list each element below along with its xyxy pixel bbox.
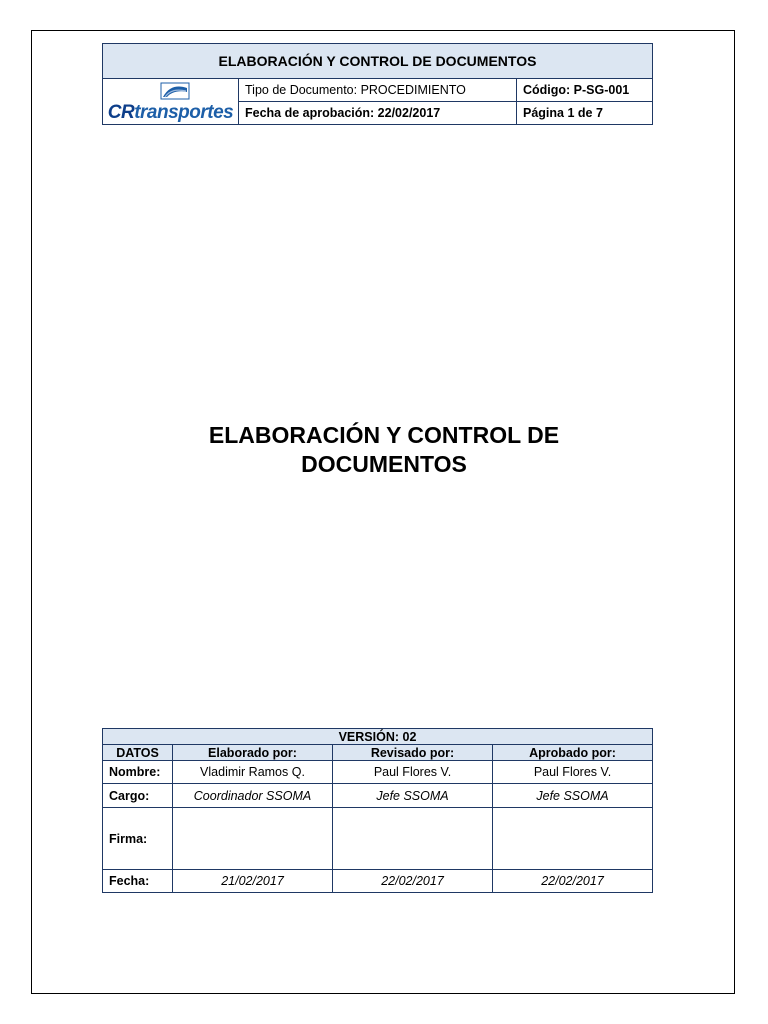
fecha-elaborado: 21/02/2017 (173, 870, 333, 893)
row-label: Firma: (103, 808, 173, 870)
company-logo (108, 82, 233, 122)
version-title: VERSIÓN: 02 (103, 729, 653, 745)
firma-aprobado (493, 808, 653, 870)
codigo: Código: P-SG-001 (517, 79, 653, 102)
row-label: Fecha: (103, 870, 173, 893)
header-aprobado: Aprobado por: (493, 745, 653, 761)
logo-cell (103, 79, 239, 125)
logo-text-transportes: transportes (134, 101, 234, 123)
cargo-aprobado: Jefe SSOMA (493, 784, 653, 808)
row-cargo (103, 784, 653, 808)
header-elaborado: Elaborado por: (173, 745, 333, 761)
tipo-documento: Tipo de Documento: PROCEDIMIENTO (239, 79, 517, 102)
cargo-elaborado: Coordinador SSOMA (173, 784, 333, 808)
nombre-elaborado: Vladimir Ramos Q. (173, 761, 333, 784)
fecha-aprobacion: Fecha de aprobación: 22/02/2017 (239, 102, 517, 125)
nombre-aprobado: Paul Flores V. (493, 761, 653, 784)
pagina: Página 1 de 7 (517, 102, 653, 125)
header-datos: DATOS (103, 745, 173, 761)
document-header-table (102, 43, 653, 125)
document-title (0, 421, 768, 479)
firma-revisado (333, 808, 493, 870)
header-revisado: Revisado por: (333, 745, 493, 761)
nombre-revisado: Paul Flores V. (333, 761, 493, 784)
bus-road-icon (160, 82, 190, 100)
header-title: ELABORACIÓN Y CONTROL DE DOCUMENTOS (103, 44, 653, 79)
row-firma (103, 808, 653, 870)
row-fecha (103, 870, 653, 893)
fecha-aprobado: 22/02/2017 (493, 870, 653, 893)
firma-elaborado (173, 808, 333, 870)
document-title-line2: DOCUMENTOS (301, 451, 467, 477)
fecha-revisado: 22/02/2017 (333, 870, 493, 893)
cargo-revisado: Jefe SSOMA (333, 784, 493, 808)
row-label: Nombre: (103, 761, 173, 784)
row-nombre (103, 761, 653, 784)
document-title-line1: ELABORACIÓN Y CONTROL DE (208, 422, 560, 448)
logo-text-cr: CR (107, 101, 135, 123)
row-label: Cargo: (103, 784, 173, 808)
version-table (102, 728, 653, 893)
version-header-row (103, 745, 653, 761)
